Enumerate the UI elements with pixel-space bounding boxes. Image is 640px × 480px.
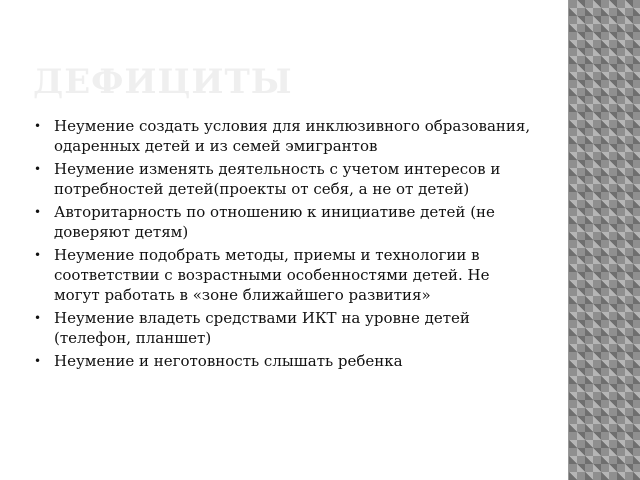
list-item bbox=[34, 202, 534, 242]
bullet-icon: • bbox=[34, 311, 42, 325]
slide-title: ДЕФИЦИТЫ bbox=[33, 62, 293, 102]
decorative-side-pattern bbox=[568, 0, 640, 480]
bullet-text: Неумение создать условия для инклюзивного образования, одаренных детей и из семей эмигрантов bbox=[54, 117, 531, 155]
list-item bbox=[34, 245, 534, 305]
list-item bbox=[34, 351, 534, 371]
bullet-text: Неумение подобрать методы, приемы и технологии в соответствии с возрастными особенностями детей. Не могут работать в «зоне ближайшего развития» bbox=[54, 246, 490, 304]
bullet-icon: • bbox=[34, 354, 42, 368]
bullet-text: Неумение и неготовность слышать ребенка bbox=[54, 352, 403, 370]
bullet-text: Неумение владеть средствами ИКТ на уровне детей (телефон, планшет) bbox=[54, 309, 470, 347]
list-item bbox=[34, 159, 534, 199]
bullet-text: Авторитарность по отношению к инициативе детей (не доверяют детям) bbox=[54, 203, 495, 241]
bullet-text: Неумение изменять деятельность с учетом интересов и потребностей детей(проекты от себя, а не от детей) bbox=[54, 160, 501, 198]
bullet-icon: • bbox=[34, 162, 42, 176]
bullet-icon: • bbox=[34, 119, 42, 133]
list-item bbox=[34, 308, 534, 348]
list-item bbox=[34, 116, 534, 156]
bullet-icon: • bbox=[34, 205, 42, 219]
bullet-list bbox=[34, 116, 534, 374]
bullet-icon: • bbox=[34, 248, 42, 262]
